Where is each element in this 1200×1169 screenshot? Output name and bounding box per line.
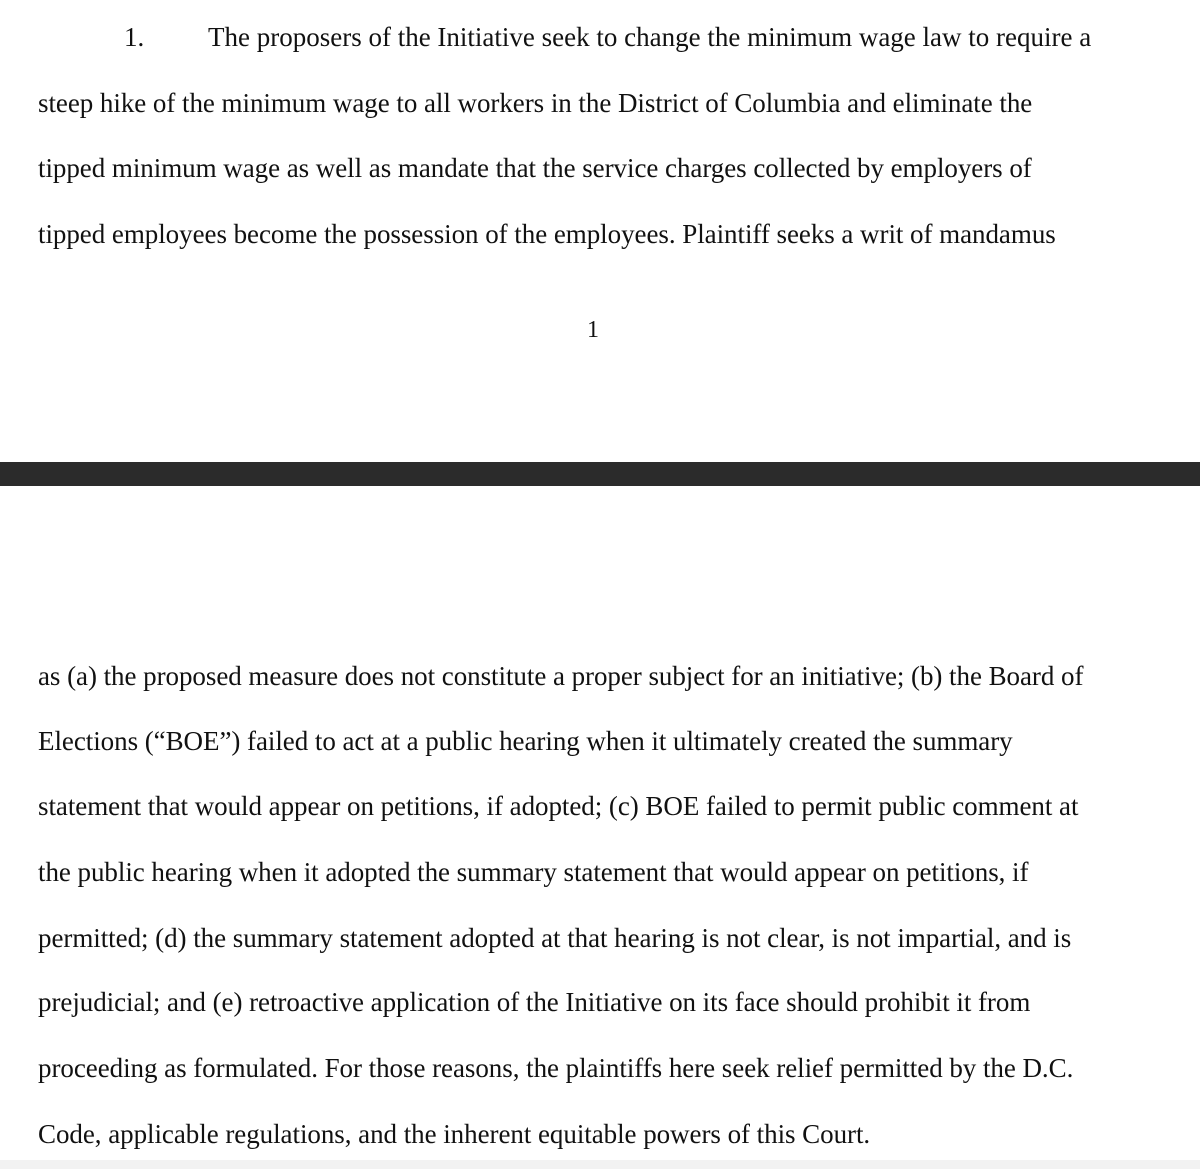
- text-line-9: permitted; (d) the summary statement adopted at that hearing is not clear, is not impartial, and is: [38, 923, 1072, 953]
- text-line-7: statement that would appear on petitions, if adopted; (c) BOE failed to permit public comment at: [38, 791, 1079, 821]
- text-line-5: as (a) the proposed measure does not constitute a proper subject for an initiative; (b) the Board of: [38, 661, 1084, 691]
- text-line-4: tipped employees become the possession of the employees. Plaintiff seeks a writ of mandamus: [38, 219, 1056, 249]
- page-divider: [0, 462, 1200, 486]
- text-line-11: proceeding as formulated. For those reasons, the plaintiffs here seek relief permitted by the D.C.: [38, 1053, 1074, 1083]
- paragraph-number: 1.: [124, 22, 145, 52]
- text-line-10: prejudicial; and (e) retroactive application of the Initiative on its face should prohibit it from: [38, 987, 1031, 1017]
- text-line-2: steep hike of the minimum wage to all workers in the District of Columbia and eliminate the: [38, 88, 1033, 118]
- text-line-12: Code, applicable regulations, and the inherent equitable powers of this Court.: [38, 1119, 871, 1149]
- text-line-6: Elections (“BOE”) failed to act at a public hearing when it ultimately created the summary: [38, 726, 1013, 756]
- text-line-1: The proposers of the Initiative seek to change the minimum wage law to require a: [208, 22, 1092, 52]
- bottom-edge: [0, 1160, 1200, 1169]
- document-page-2: [0, 486, 1200, 1169]
- page-number: 1: [587, 317, 599, 343]
- text-line-8: the public hearing when it adopted the summary statement that would appear on petitions, if: [38, 857, 1029, 887]
- document-page-1: [0, 0, 1200, 462]
- text-line-3: tipped minimum wage as well as mandate that the service charges collected by employers of: [38, 153, 1032, 183]
